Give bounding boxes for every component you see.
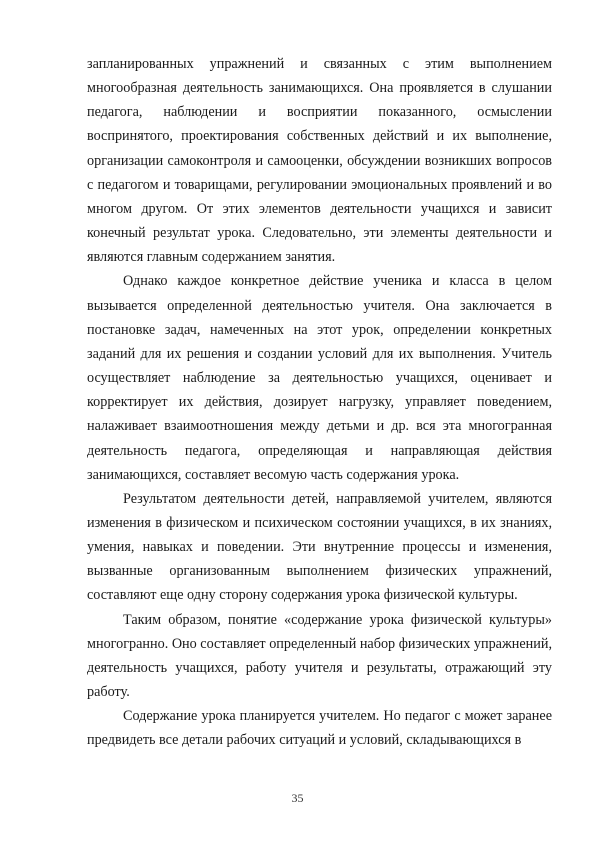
paragraph: Однако каждое конкретное действие ученика и класса в целом вызывается определенной деятельностью учителя. Она заключается в постановке задач, намеченных на этот урок, определении конкретных заданий для их решения и создании условий для их выполнения. Учитель осуществляет наблюдение за деятельностью учащихся, оценивает и корректирует их действия, дозирует нагрузку, управляет поведением, налаживает взаимоотношения между детьми и др. вся эта многогранная деятельность педагога, определяющая и направляющая действия занимающихся, составляет весомую часть содержания урока. [87,273,552,483]
paragraph: Содержание урока планируется учителем. Но педагог с может заранее предвидеть все детали рабочих ситуаций и условий, складывающихся в [87,708,552,749]
paragraph: Таким образом, понятие «содержание урока физической культуры» многогранно. Оно составляет определенный набор физических упражнений, деятельность учащихся, работу учителя и результаты, отражающий эту работу. [87,611,552,701]
paragraph: Результатом деятельности детей, направляемой учителем, являются изменения в физическом и психическом состоянии учащихся, в их знаниях, умения, навыках и поведении. Эти внутренние процессы и изменения, вызванные организованным выполнением физических упражнений, составляют еще одну сторону содержания урока физической культуры. [87,490,552,604]
body-text [87,52,552,753]
paragraph-continuation: запланированных упражнений и связанных с этим выполнением многообразная деятельность занимающихся. Она проявляется в слушании педагога, наблюдении и восприятии показанного, осмыслении воспринятого, проектирования собственных действий и их выполнение, организации самоконтроля и самооценки, обсуждении возникших вопросов с педагогом и товарищами, регулировании эмоциональных проявлений и во многом другом. От этих элементов деятельности учащихся и зависит конечный результат урока. Следовательно, эти элементы деятельности и являются главным содержанием занятия. [87,56,552,266]
page-number: 35 [291,791,304,805]
